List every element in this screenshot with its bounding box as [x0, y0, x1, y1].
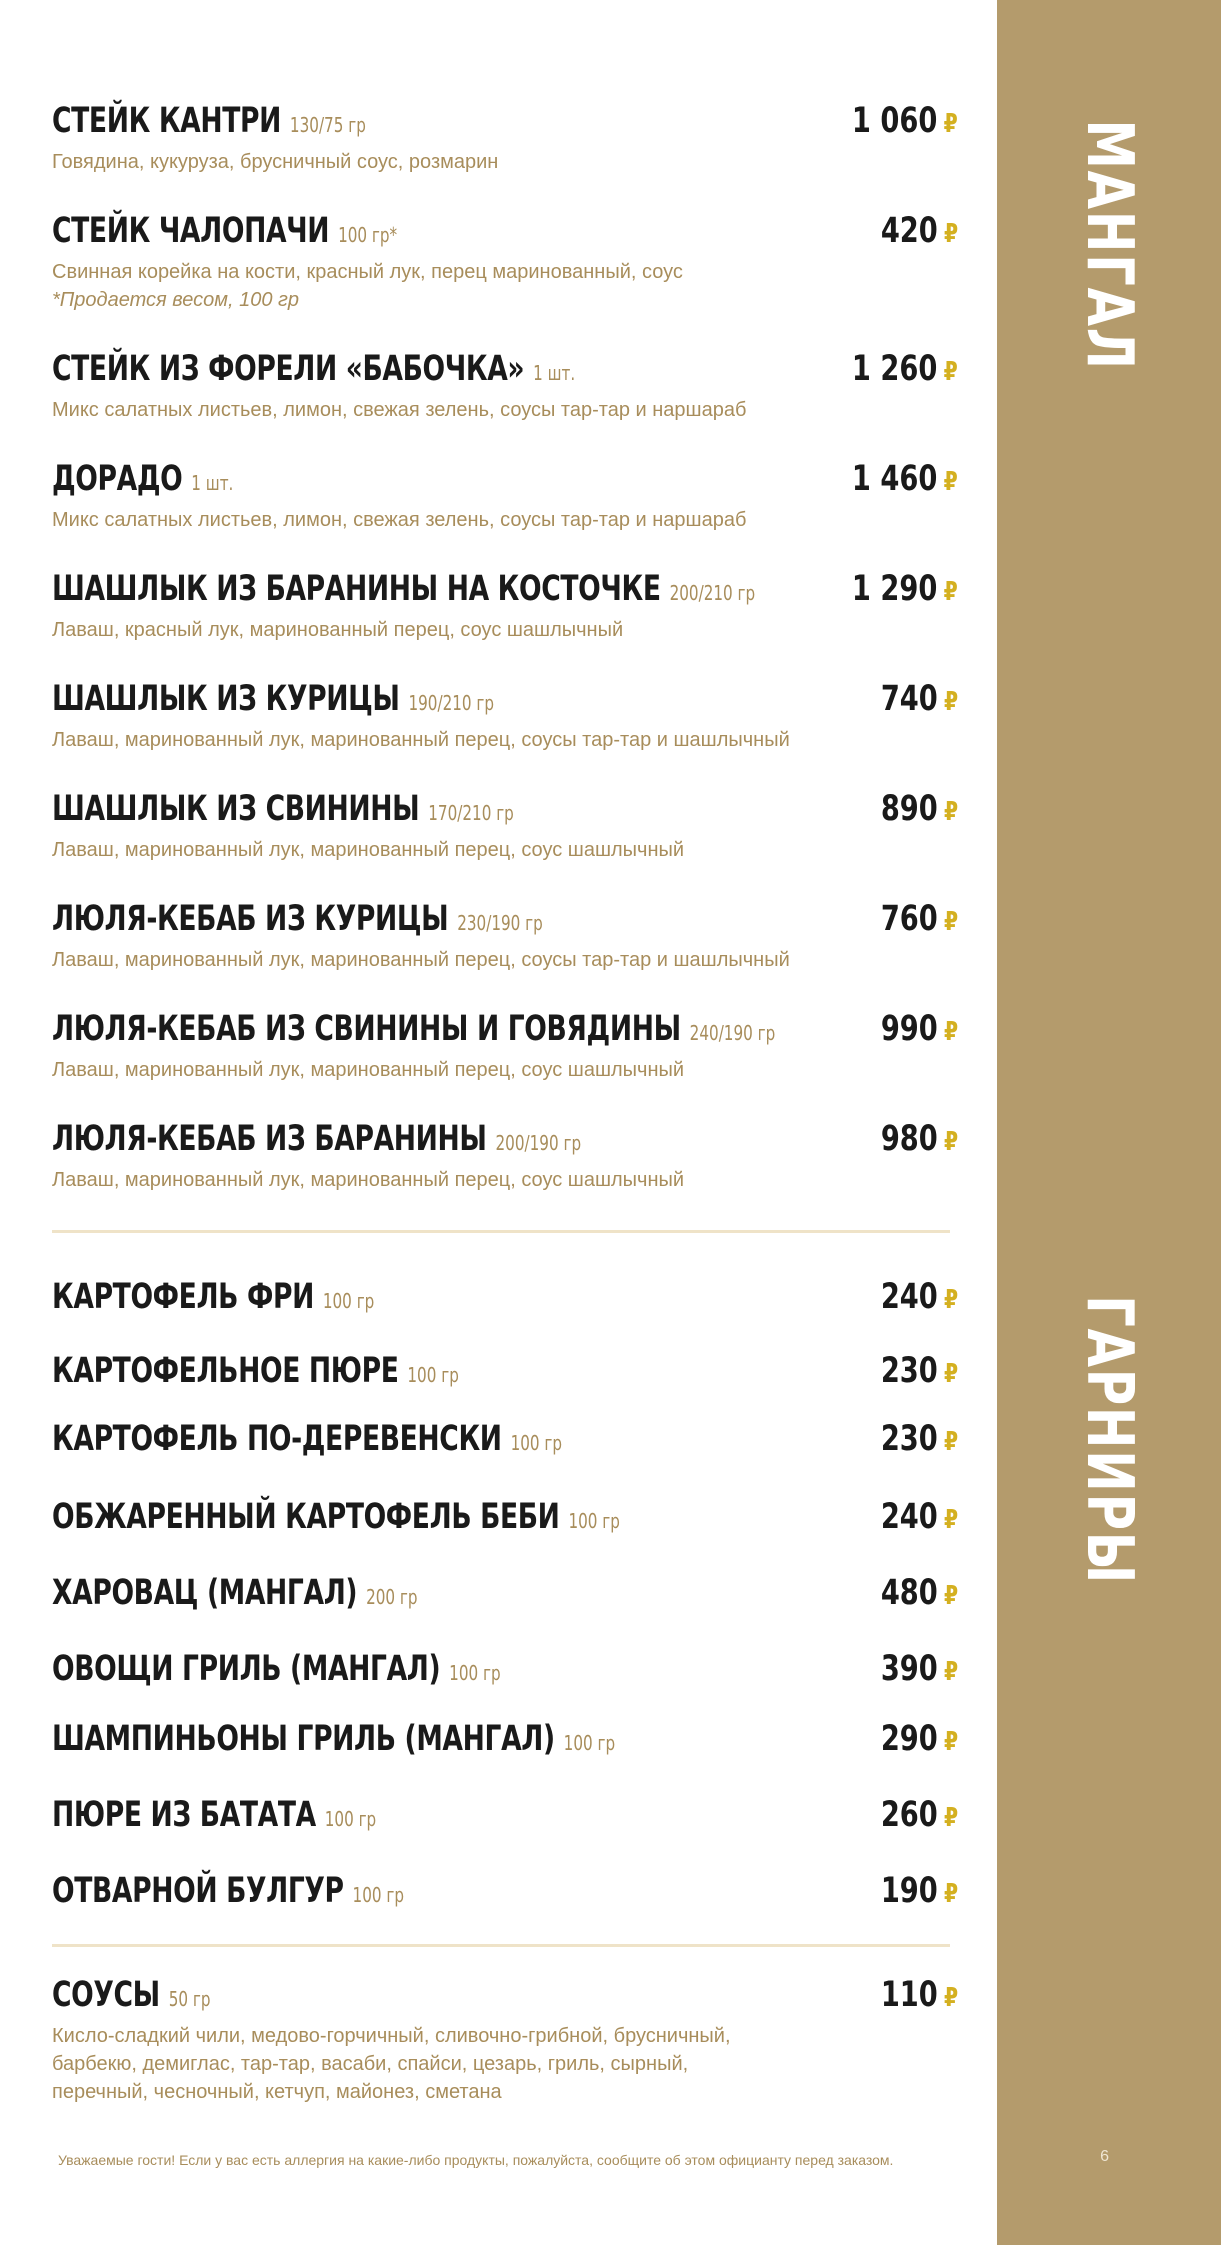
item-price: 1 260 ₽	[852, 349, 958, 389]
item-name: СОУСЫ 50 гр	[52, 1975, 211, 2015]
item-weight: 100 гр	[322, 1289, 375, 1313]
ruble-icon: ₽	[943, 797, 958, 827]
item-weight: 200 гр	[366, 1585, 418, 1609]
item-description: Лаваш, маринованный лук, маринованный перец, соус шашлычный	[52, 1059, 685, 1081]
item-price: 1 460 ₽	[852, 459, 958, 499]
item-description: барбекю, демиглас, тар-тар, васаби, спайси, цезарь, гриль, сырный,	[52, 2053, 689, 2075]
item-name: ОБЖАРЕННЫЙ КАРТОФЕЛЬ БЕБИ 100 гр	[52, 1497, 620, 1537]
item-price: 420 ₽	[880, 211, 958, 251]
side-item	[52, 1794, 958, 1840]
item-name: КАРТОФЕЛЬНОЕ ПЮРЕ 100 гр	[52, 1351, 459, 1391]
side-item	[52, 1572, 958, 1618]
item-name: ОВОЩИ ГРИЛЬ (МАНГАЛ) 100 гр	[52, 1649, 501, 1689]
ruble-icon: ₽	[943, 577, 958, 607]
item-description: перечный, чесночный, кетчуп, майонез, сметана	[52, 2081, 502, 2103]
ruble-icon: ₽	[943, 1359, 958, 1389]
item-price: 980 ₽	[880, 1119, 958, 1159]
item-name: ХАРОВАЦ (МАНГАЛ) 200 гр	[52, 1573, 418, 1613]
item-weight: 100 гр	[449, 1661, 501, 1685]
menu-item	[52, 898, 958, 974]
item-weight: 1 шт.	[191, 471, 234, 495]
ruble-icon: ₽	[943, 1127, 958, 1157]
item-price: 390 ₽	[880, 1649, 958, 1689]
item-weight: 100 гр*	[338, 223, 398, 247]
ruble-icon: ₽	[943, 907, 958, 937]
item-name: СТЕЙК КАНТРИ 130/75 гр	[52, 101, 366, 141]
side-item	[52, 1648, 958, 1694]
item-price: 290 ₽	[880, 1719, 958, 1759]
menu-item	[52, 678, 958, 754]
menu-item	[52, 1008, 958, 1084]
ruble-icon: ₽	[943, 1879, 958, 1909]
ruble-icon: ₽	[943, 1581, 958, 1611]
menu-item	[52, 1118, 958, 1194]
item-description: Свинная корейка на кости, красный лук, перец маринованный, соус	[52, 261, 683, 283]
item-price: 240 ₽	[880, 1277, 958, 1317]
item-price: 230 ₽	[880, 1351, 958, 1391]
item-weight: 100 гр	[563, 1731, 616, 1755]
item-name: СТЕЙК ЧАЛОПАЧИ 100 гр*	[52, 211, 398, 251]
item-price: 890 ₽	[880, 789, 958, 829]
item-weight: 190/210 гр	[408, 691, 495, 715]
page-number: 6	[1100, 2148, 1109, 2165]
item-price: 740 ₽	[880, 679, 958, 719]
item-weight: 100 гр	[352, 1883, 405, 1907]
item-description: Лаваш, маринованный лук, маринованный перец, соусы тар-тар и шашлычный	[52, 949, 790, 971]
menu-item	[52, 568, 958, 644]
section-title-mangal: МАНГАЛ	[1072, 119, 1146, 371]
ruble-icon: ₽	[943, 1017, 958, 1047]
side-item	[52, 1350, 958, 1396]
sauces-item	[52, 1974, 958, 2106]
divider	[52, 1230, 950, 1233]
menu-item	[52, 210, 958, 314]
item-price: 480 ₽	[880, 1573, 958, 1613]
menu-item	[52, 100, 958, 176]
ruble-icon: ₽	[943, 1803, 958, 1833]
item-weight: 100 гр	[510, 1431, 563, 1455]
menu-item	[52, 348, 958, 424]
item-description: Лаваш, красный лук, маринованный перец, соус шашлычный	[52, 619, 624, 641]
side-item	[52, 1418, 958, 1464]
item-name: ШАШЛЫК ИЗ КУРИЦЫ 190/210 гр	[52, 679, 495, 719]
item-weight: 200/190 гр	[495, 1131, 582, 1155]
item-name: ДОРАДО 1 шт.	[52, 459, 234, 499]
ruble-icon: ₽	[943, 467, 958, 497]
item-description: Лаваш, маринованный лук, маринованный перец, соус шашлычный	[52, 1169, 685, 1191]
item-weight: 100 гр	[568, 1509, 620, 1533]
item-price: 760 ₽	[880, 899, 958, 939]
ruble-icon: ₽	[943, 1983, 958, 2013]
ruble-icon: ₽	[943, 1427, 958, 1457]
menu-item	[52, 788, 958, 864]
item-name: ШАШЛЫК ИЗ СВИНИНЫ 170/210 гр	[52, 789, 514, 829]
ruble-icon: ₽	[943, 357, 958, 387]
item-weight: 1 шт.	[533, 361, 576, 385]
item-name: ПЮРЕ ИЗ БАТАТА 100 гр	[52, 1795, 377, 1835]
divider	[52, 1944, 950, 1947]
item-name: ЛЮЛЯ-КЕБАБ ИЗ БАРАНИНЫ 200/190 гр	[52, 1119, 582, 1159]
item-weight: 100 гр	[407, 1363, 459, 1387]
side-item	[52, 1718, 958, 1764]
item-price: 110 ₽	[880, 1975, 958, 2015]
ruble-icon: ₽	[943, 109, 958, 139]
ruble-icon: ₽	[943, 1727, 958, 1757]
item-weight: 200/210 гр	[669, 581, 756, 605]
side-item	[52, 1276, 958, 1322]
ruble-icon: ₽	[943, 687, 958, 717]
item-name: КАРТОФЕЛЬ ПО-ДЕРЕВЕНСКИ 100 гр	[52, 1419, 563, 1459]
item-weight: 50 гр	[168, 1987, 211, 2011]
item-description: Говядина, кукуруза, брусничный соус, розмарин	[52, 151, 499, 173]
menu-item	[52, 458, 958, 534]
item-note: *Продается весом, 100 гр	[52, 289, 300, 311]
item-name: ЛЮЛЯ-КЕБАБ ИЗ КУРИЦЫ 230/190 гр	[52, 899, 543, 939]
item-name: ШАМПИНЬОНЫ ГРИЛЬ (МАНГАЛ) 100 гр	[52, 1719, 616, 1759]
ruble-icon: ₽	[943, 1285, 958, 1315]
ruble-icon: ₽	[943, 219, 958, 249]
item-name: ЛЮЛЯ-КЕБАБ ИЗ СВИНИНЫ И ГОВЯДИНЫ 240/190 гр	[52, 1009, 776, 1049]
item-description: Лаваш, маринованный лук, маринованный перец, соусы тар-тар и шашлычный	[52, 729, 790, 751]
side-item	[52, 1870, 958, 1916]
side-item	[52, 1496, 958, 1542]
item-price: 1 290 ₽	[852, 569, 958, 609]
item-description: Микс салатных листьев, лимон, свежая зелень, соусы тар-тар и наршараб	[52, 509, 747, 531]
item-price: 190 ₽	[880, 1871, 958, 1911]
item-weight: 100 гр	[324, 1807, 377, 1831]
ruble-icon: ₽	[943, 1505, 958, 1535]
item-price: 990 ₽	[880, 1009, 958, 1049]
item-price: 230 ₽	[880, 1419, 958, 1459]
allergy-notice: Уважаемые гости! Если у вас есть аллергия на какие-либо продукты, пожалуйста, сообщите об этом официанту перед заказом.	[58, 2152, 894, 2168]
item-description: Кисло-сладкий чили, медово-горчичный, сливочно-грибной, брусничный,	[52, 2025, 731, 2047]
item-description: Микс салатных листьев, лимон, свежая зелень, соусы тар-тар и наршараб	[52, 399, 747, 421]
item-weight: 170/210 гр	[428, 801, 514, 825]
item-name: ОТВАРНОЙ БУЛГУР 100 гр	[52, 1871, 405, 1911]
ruble-icon: ₽	[943, 1657, 958, 1687]
item-price: 240 ₽	[880, 1497, 958, 1537]
item-price: 260 ₽	[880, 1795, 958, 1835]
section-title-garniry: ГАРНИРЫ	[1072, 1295, 1146, 1585]
sidebar	[997, 0, 1221, 2245]
item-weight: 230/190 гр	[457, 911, 543, 935]
item-description: Лаваш, маринованный лук, маринованный перец, соус шашлычный	[52, 839, 685, 861]
item-name: СТЕЙК ИЗ ФОРЕЛИ «БАБОЧКА» 1 шт.	[52, 349, 576, 389]
item-price: 1 060 ₽	[852, 101, 958, 141]
item-name: ШАШЛЫК ИЗ БАРАНИНЫ НА КОСТОЧКЕ 200/210 гр	[52, 569, 756, 609]
item-weight: 130/75 гр	[289, 113, 366, 137]
item-name: КАРТОФЕЛЬ ФРИ 100 гр	[52, 1277, 375, 1317]
item-weight: 240/190 гр	[689, 1021, 776, 1045]
